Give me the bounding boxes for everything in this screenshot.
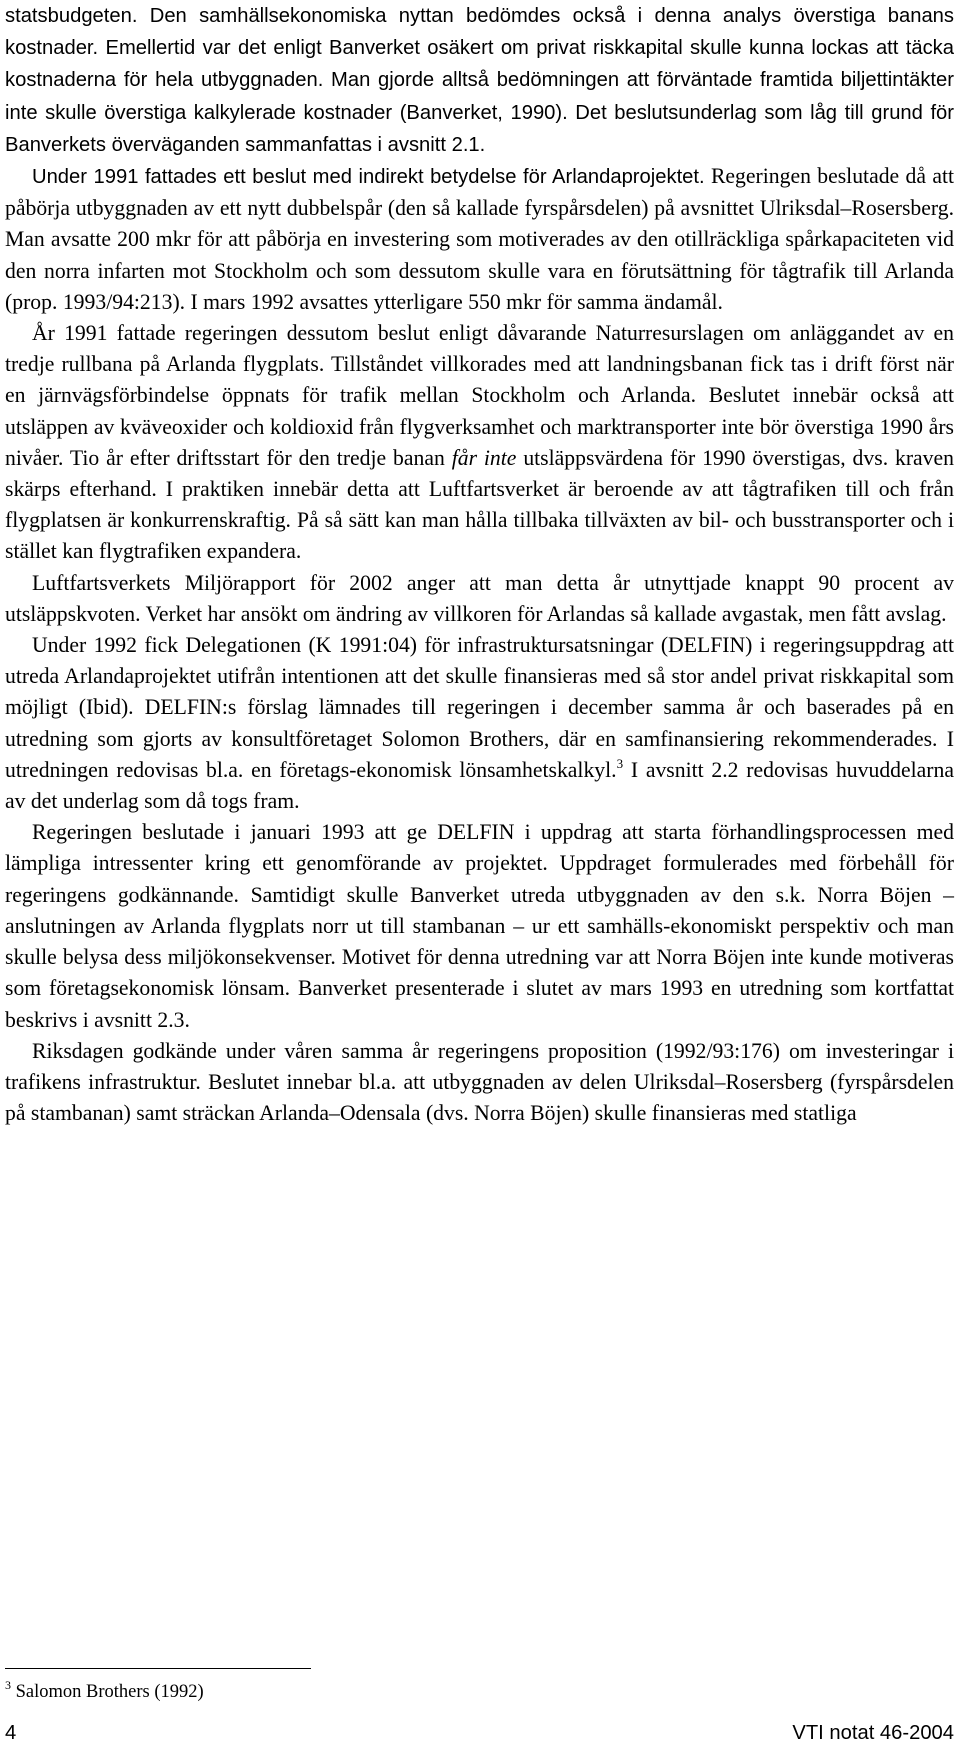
publication-label: VTI notat 46-2004 [792, 1722, 954, 1744]
body-text [5, 0, 954, 1129]
footnote-reference[interactable]: 3 [616, 755, 624, 771]
paragraph-text: Regeringen beslutade i januari 1993 att ge DELFIN i uppdrag att starta förhandlingsprocessen med lämpliga intressenter kring ett genomförande av projektet. Uppdraget formulerades med förbehåll för regeringens godkännande. Samtidigt skulle Banverket utreda utbyggnaden av den s.k. Norra Böjen – anslutningen av Arlanda flygplats norr ut till stambanan – ur ett samhälls-ekonomiskt perspektiv och man skulle belysa dess miljökonsekvenser. Motivet för denna utredning var att Norra Böjen inte kunde motiveras som företagsekonomisk lönsam. Banverket presenterade i slutet av mars 1993 en utredning som kortfattat beskrivs i avsnitt 2.3. [5, 820, 954, 1032]
footnote-divider [5, 1668, 311, 1669]
paragraph-text: Under 1992 fick Delegationen (K 1991:04) för infrastruktursatsningar (DELFIN) i regeringsuppdrag att utreda Arlandaprojektet utifrån intentionen att det skulle finansieras med så stor andel privat riskkapital som möjligt (Ibid). DELFIN:s förslag lämnades till regeringen i december samma år och baserades på en utredning som gjorts av konsultföretaget Solomon Brothers, där en samfinansiering rekommenderades. I utredningen redovisas bl.a. en företags-ekonomisk lönsamhetskalkyl. [5, 633, 954, 782]
page-number: 4 [5, 1722, 17, 1744]
paragraph [5, 817, 954, 1035]
paragraph-text: År 1991 fattade regeringen dessutom beslut enligt dåvarande Naturresurslagen om anläggandet av en tredje rullbana på Arlanda flygplats. Tillståndet villkorades med att landningsbanan fick tas i drift först när en järnvägsförbindelse öppnats för trafik mellan Stockholm och Arlanda. Beslutet innebär också att utsläppen av kväveoxider och koldioxid från flygverksamhet och marktransporter inte bör överstiga 1990 års nivåer. Tio år efter driftsstart för den tredje banan [5, 321, 954, 470]
paragraph [5, 318, 954, 568]
paragraph [5, 161, 954, 318]
document-page [5, 0, 954, 1129]
paragraph-text: utsläppsvärdena för 1990 överstigas, dvs. kraven skärps efterhand. I praktiken innebär detta att Luftfartsverket är beroende av att tågtrafiken till och från flygplatsen är konkurrenskraftig. På så sätt kan man hålla tillbaka tillväxten av bil- och busstransporter och i stället kan flygtrafiken expandera. [5, 445, 954, 564]
paragraph [5, 1036, 954, 1130]
footnote [5, 1680, 204, 1704]
footnote-number: 3 [5, 1678, 11, 1692]
paragraph-text: Under 1991 fattades ett beslut med indirekt betydelse för Arlandaprojektet. [32, 166, 705, 189]
emphasis-text: får inte [451, 445, 517, 470]
paragraph-text: Luftfartsverkets Miljörapport för 2002 anger att man detta år utnyttjade knappt 90 procent av utsläppskvoten. Verket har ansökt om ändring av villkoren för Arlandas så kallade avgastak, men fått avslag. [5, 570, 954, 626]
paragraph-text: Regeringen beslutade då att påbörja utbyggnaden av ett nytt dubbelspår (den så kallade fyrspårsdelen) på avsnittet Ulriksdal–Rosersberg. Man avsatte 200 mkr för att påbörja en investering som motiverades av den otillräckliga spårkapaciteten vid den norra infarten mot Stockholm och som dessutom skulle vara en förutsättning för tågtrafik till Arlanda (prop. 1993/94:213). I mars 1992 avsattes ytterligare 550 mkr för samma ändamål. [5, 164, 955, 314]
paragraph [5, 630, 954, 817]
paragraph-text: I avsnitt 2.2 redovisas huvuddelarna av det underlag som då togs fram. [5, 757, 954, 814]
paragraph [5, 0, 954, 161]
paragraph-text: statsbudgeten. Den samhällsekonomiska nyttan bedömdes också i denna analys överstiga banans kostnader. Emellertid var det enligt Banverket osäkert om privat riskkapital skulle kunna lockas att täcka kostnaderna för hela utbyggnaden. Man gjorde alltså bedömningen att förväntade framtida biljettintäkter inte skulle överstiga kalkylerade kostnader (Banverket, 1990). Det beslutsunderlag som låg till grund för Banverkets överväganden sammanfattas i avsnitt 2.1. [5, 5, 954, 156]
paragraph [5, 568, 954, 630]
footnote-text: Salomon Brothers (1992) [11, 1682, 204, 1702]
paragraph-text: Riksdagen godkände under våren samma år regeringens proposition (1992/93:176) om investeringar i trafikens infrastruktur. Beslutet innebar bl.a. att utbyggnaden av delen Ulriksdal–Rosersberg (fyrspårsdelen på stambanan) samt sträckan Arlanda–Odensala (dvs. Norra Böjen) skulle finansieras med statliga [5, 1038, 954, 1126]
